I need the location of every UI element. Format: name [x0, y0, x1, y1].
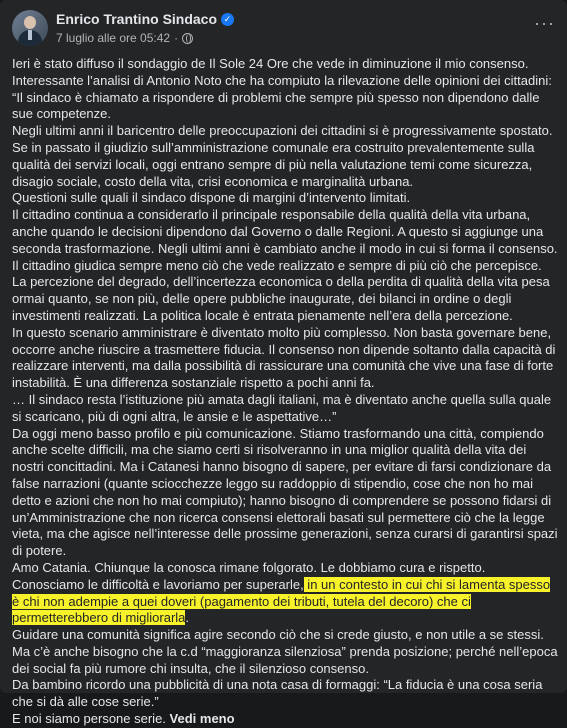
post-text	[12, 56, 558, 728]
post-header	[12, 10, 555, 50]
more-options-button[interactable]: ···	[534, 13, 555, 33]
post-paragraph: Da bambino ricordo una pubblicità di una nota casa di formaggi: “La fiducia è una cosa seria che si dà alle cose serie.”	[12, 677, 543, 710]
post-paragraph: “Il sindaco è chiamato a rispondere di problemi che sempre più spesso non dipendono dalle sue competenze.	[12, 89, 540, 122]
post-paragraph: Questioni sulle quali il sindaco dispone di margini d’intervento limitati.	[12, 190, 411, 206]
verified-badge-icon: ✓	[221, 13, 234, 26]
avatar[interactable]	[12, 10, 48, 46]
post-paragraph: … Il sindaco resta l’istituzione più amata dagli italiani, ma è diventato anche quella sulla quale si scaricano, più di ogni altra, le ansie e le aspettative…”	[12, 391, 552, 424]
post-last-line	[12, 711, 558, 728]
globe-icon[interactable]	[182, 33, 193, 44]
post-paragraph: Negli ultimi anni il baricentro delle preoccupazioni dei cittadini si è progressivamente spostato. Se in passato il giudizio sull’amministrazione comunale era costruito prevalentemente sulla qualità dei servizi locali, oggi entrano sempre di più nella valutazione temi come sicurezza, disagio sociale, costo della vita, crisi economica e marginalità urbana.	[12, 123, 553, 189]
see-less-link[interactable]: Vedi meno	[169, 711, 235, 727]
post-paragraph: Ieri è stato diffuso il sondaggio de Il Sole 24 Ore che vede in diminuzione il mio consenso.	[12, 56, 529, 71]
author-name[interactable]: Enrico Trantino Sindaco	[56, 11, 218, 27]
last-line-text: E noi siamo persone serie.	[12, 711, 166, 727]
post-paragraph: Il cittadino continua a considerarlo il principale responsabile della qualità della vita urbana, anche quando le decisioni dipendono dal Governo o dalle Regioni. A questo si aggiunge una seconda trasformazione. Negli ultimi anni è cambiato anche il modo in cui si forma il consenso. Il cittadino giudica sempre meno ciò che vede realizzato e sempre di più ciò che percepisce. La percezione del degrado, dell’incertezza economica o della perdita di qualità della vita pesa ormai quanto, se non più, delle opere pubbliche inaugurate, dei bilanci in ordine o degli investimenti realizzati. La politica locale è entrata pienamente nell’era della percezione.	[12, 207, 558, 323]
highlighted-text: in un contesto in cui chi si lamenta spesso è chi non adempie a quei doveri (pagamento dei tributi, tutela del decoro) che ci permetterebbero di migliorarla	[12, 576, 551, 626]
post-paragraph: Interessante l’analisi di Antonio Noto che ha compiuto la rilevazione delle opinioni dei cittadini:	[12, 72, 552, 88]
paragraph-text: Amo Catania. Chiunque la conosca rimane folgorato. Le dobbiamo cura e rispetto. Conosciamo le difficoltà e lavoriamo per superarle,	[12, 559, 486, 592]
post-paragraph-highlight	[12, 560, 558, 627]
post-paragraph: Da oggi meno basso profilo e più comunicazione. Stiamo trasformando una città, compiendo anche scelte difficili, ma che siamo certi si risolveranno in una miglior qualità della vita dei nostri concittadini. Ma i Catanesi hanno bisogno di sapere, per evitare di farsi condizionare da false narrazioni (quante sciocchezze leggo su raddoppio di stipendio, cose che non ho mai detto e azioni che non ho mai compiuto); hanno bisogno di comprendere se possono fidarsi di un’Amministrazione che non ricerca consensi elettorali basati sul permettere ciò che la legge vieta, ma che agisce nell’interesse delle prossime generazioni, senza curarsi di garantirsi spazi di potere.	[12, 425, 558, 559]
post-paragraph: In questo scenario amministrare è diventato molto più complesso. Non basta governare bene, occorre anche riuscire a trasmettere fiducia. Il consenso non dipende soltanto dalla capacità di realizzare interventi, ma dalla possibilità di rassicurare una comunità che vive una fase di forte instabilità. È una differenza sostanziale rispetto a pochi anni fa.	[12, 324, 556, 391]
paragraph-end: .	[185, 610, 190, 626]
meta-separator: ·	[174, 31, 179, 45]
post-paragraph: Guidare una comunità significa agire secondo ciò che si crede giusto, e non utile a se stessi. Ma c’è anche bisogno che la c.d “maggioranza silenziosa” prenda posizione; perché nell’epoca dei social fa più rumore chi insulta, che il silenzioso consenso.	[12, 627, 558, 676]
post-timestamp[interactable]: 7 luglio alle ore 05:42	[56, 31, 171, 45]
